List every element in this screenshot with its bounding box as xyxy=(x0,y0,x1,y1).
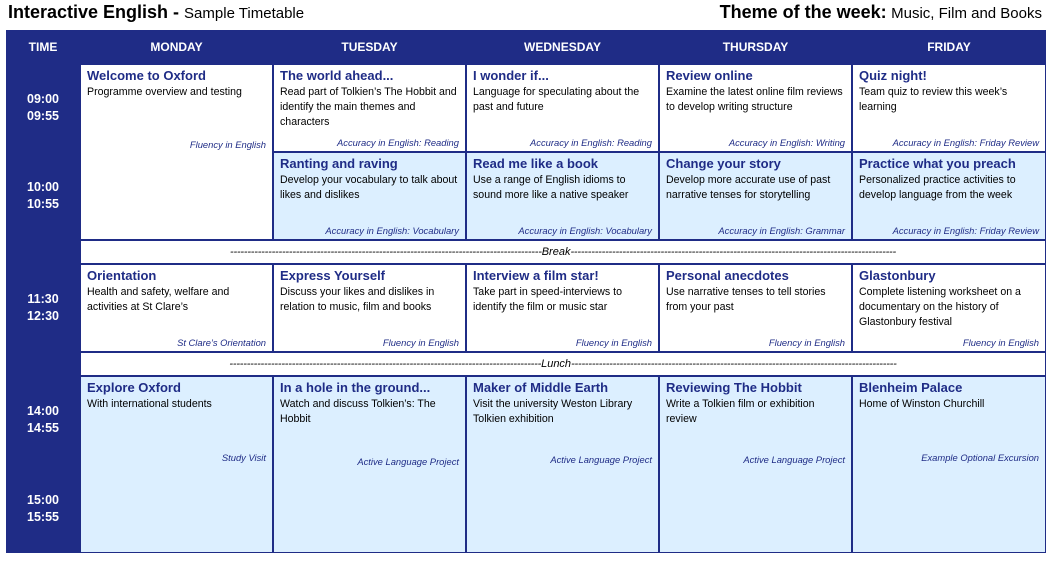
session-tag: Accuracy in English: Grammar xyxy=(718,225,845,236)
session-title: The world ahead... xyxy=(280,68,394,83)
theme-label: Theme of the week: xyxy=(719,2,887,22)
session-description: Take part in speed-interviews to identify the film or music star xyxy=(473,286,622,313)
session-title: In a hole in the ground... xyxy=(280,380,431,395)
session-description: Personalized practice activities to develop language from the week xyxy=(859,174,1016,201)
session-cell-thursday-2 xyxy=(660,153,851,239)
session-title: Orientation xyxy=(87,268,157,283)
time-end: 15:55 xyxy=(27,509,59,524)
header-title-group xyxy=(8,2,304,23)
session-cell-friday-2 xyxy=(853,153,1045,239)
theme-value: Music, Film and Books xyxy=(891,5,1042,22)
session-description: Develop more accurate use of past narrative tenses for storytelling xyxy=(666,174,831,201)
session-tag: Example Optional Excursion xyxy=(921,452,1039,463)
session-description: Home of Winston Churchill xyxy=(859,398,985,410)
break-dashes-left: ------------------------------------------------------------------------------------------ xyxy=(230,246,542,258)
session-description: Programme overview and testing xyxy=(87,86,242,98)
session-title: Maker of Middle Earth xyxy=(473,380,609,395)
session-description: Language for speculating about the past and future xyxy=(473,86,640,113)
session-description: Write a Tolkien film or exhibition review xyxy=(666,398,815,425)
session-cell-monday-1 xyxy=(81,65,272,239)
session-title: Interview a film star! xyxy=(473,268,599,283)
session-tag: Accuracy in English: Friday Review xyxy=(892,137,1039,148)
session-title: Blenheim Palace xyxy=(859,380,963,395)
session-cell-wednesday-4 xyxy=(467,377,658,552)
session-tag: Active Language Project xyxy=(743,454,845,465)
session-tag: Fluency in English xyxy=(962,337,1039,348)
break-row xyxy=(81,241,1045,263)
session-description: Complete listening worksheet on a documentary on the history of Glastonbury festival xyxy=(859,286,1021,328)
time-start: 14:00 xyxy=(27,404,59,418)
column-header-thursday: THURSDAY xyxy=(660,31,851,63)
session-description: Team quiz to review this week’s learning xyxy=(859,86,1008,113)
session-title: Change your story xyxy=(666,156,781,171)
session-tag: Accuracy in English: Vocabulary xyxy=(325,225,459,236)
session-title: Explore Oxford xyxy=(87,380,181,395)
session-title: I wonder if... xyxy=(473,68,549,83)
session-cell-thursday-3 xyxy=(660,265,851,351)
time-slot-1 xyxy=(7,65,79,151)
lunch-label: Lunch xyxy=(541,358,572,370)
session-description: Develop your vocabulary to talk about likes and dislikes xyxy=(280,174,458,201)
session-tag: Accuracy in English: Friday Review xyxy=(892,225,1039,236)
column-header-wednesday: WEDNESDAY xyxy=(467,31,658,63)
session-description: Discuss your likes and dislikes in relation to music, film and books xyxy=(280,286,435,313)
session-tag: Fluency in English xyxy=(768,337,845,348)
session-tag: Active Language Project xyxy=(357,456,459,467)
session-description: With international students xyxy=(87,398,212,410)
session-tag: Accuracy in English: Reading xyxy=(337,137,459,148)
session-cell-tuesday-4 xyxy=(274,377,465,552)
session-title: Practice what you preach xyxy=(859,156,1016,171)
session-cell-friday-1 xyxy=(853,65,1045,151)
session-tag: St Clare’s Orientation xyxy=(177,337,266,348)
session-tag: Fluency in English xyxy=(575,337,652,348)
column-header-tuesday: TUESDAY xyxy=(274,31,465,63)
time-end: 10:55 xyxy=(27,197,59,211)
time-start: 10:00 xyxy=(27,180,59,194)
session-tag: Study Visit xyxy=(221,452,266,463)
session-cell-tuesday-3 xyxy=(274,265,465,351)
time-end: 12:30 xyxy=(27,309,59,323)
session-cell-tuesday-2 xyxy=(274,153,465,239)
session-tag: Accuracy in English: Writing xyxy=(728,137,845,148)
session-title: Welcome to Oxford xyxy=(87,68,206,83)
session-description: Use a range of English idioms to sound more like a native speaker xyxy=(473,174,629,201)
session-cell-friday-3 xyxy=(853,265,1045,351)
session-title: Ranting and raving xyxy=(280,156,398,171)
session-tag: Accuracy in English: Vocabulary xyxy=(518,225,652,236)
time-start: 15:00 xyxy=(27,492,59,507)
page-header xyxy=(8,2,1048,28)
session-title: Reviewing The Hobbit xyxy=(666,380,802,395)
column-header-monday: MONDAY xyxy=(81,31,272,63)
session-tag: Accuracy in English: Reading xyxy=(530,137,652,148)
time-slot-3 xyxy=(7,265,79,351)
time-slot-2 xyxy=(7,153,79,239)
page-subtitle: Sample Timetable xyxy=(184,5,305,22)
time-end: 14:55 xyxy=(27,421,59,435)
session-cell-thursday-4 xyxy=(660,377,851,552)
time-end: 09:55 xyxy=(27,109,59,123)
session-cell-wednesday-2 xyxy=(467,153,658,239)
page-title: Interactive English - xyxy=(8,2,185,22)
session-title: Personal anecdotes xyxy=(666,268,789,283)
lunch-row xyxy=(81,353,1045,375)
session-description: Visit the university Weston Library Tolkien exhibition xyxy=(473,398,633,425)
session-tag: Fluency in English xyxy=(189,139,266,150)
session-description: Examine the latest online film reviews to develop writing structure xyxy=(666,86,843,113)
column-header-friday: FRIDAY xyxy=(853,31,1045,63)
session-cell-tuesday-1 xyxy=(274,65,465,151)
session-title: Quiz night! xyxy=(859,68,927,83)
lunch-dashes-right: ---------------------------------------------------------------------------------------------- xyxy=(571,358,897,370)
session-cell-monday-3 xyxy=(81,265,272,351)
lunch-dashes-left: ------------------------------------------------------------------------------------------ xyxy=(229,358,542,370)
session-description: Use narrative tenses to tell stories from your past xyxy=(666,286,826,313)
time-slot-4 xyxy=(7,377,79,463)
session-cell-monday-4 xyxy=(81,377,272,552)
session-title: Express Yourself xyxy=(280,268,386,283)
break-dashes-right: ---------------------------------------------------------------------------------------------- xyxy=(570,246,896,258)
session-description: Watch and discuss Tolkien’s: The Hobbit xyxy=(280,398,436,425)
session-cell-wednesday-3 xyxy=(467,265,658,351)
session-tag: Active Language Project xyxy=(550,454,652,465)
time-start: 09:00 xyxy=(27,92,59,106)
break-label: Break xyxy=(541,246,571,258)
time-slot-5 xyxy=(7,465,79,552)
timetable xyxy=(6,30,1046,553)
session-cell-wednesday-1 xyxy=(467,65,658,151)
session-description: Health and safety, welfare and activities at St Clare’s xyxy=(87,286,230,313)
session-cell-friday-4 xyxy=(853,377,1045,552)
session-title: Review online xyxy=(666,68,753,83)
session-cell-thursday-1 xyxy=(660,65,851,151)
session-tag: Fluency in English xyxy=(382,337,459,348)
session-title: Glastonbury xyxy=(859,268,936,283)
session-description: Read part of Tolkien’s The Hobbit and identify the main themes and characters xyxy=(280,86,457,128)
column-header-time: TIME xyxy=(7,31,79,63)
session-title: Read me like a book xyxy=(473,156,598,171)
time-start: 11:30 xyxy=(27,292,59,306)
theme-group xyxy=(720,2,1042,23)
